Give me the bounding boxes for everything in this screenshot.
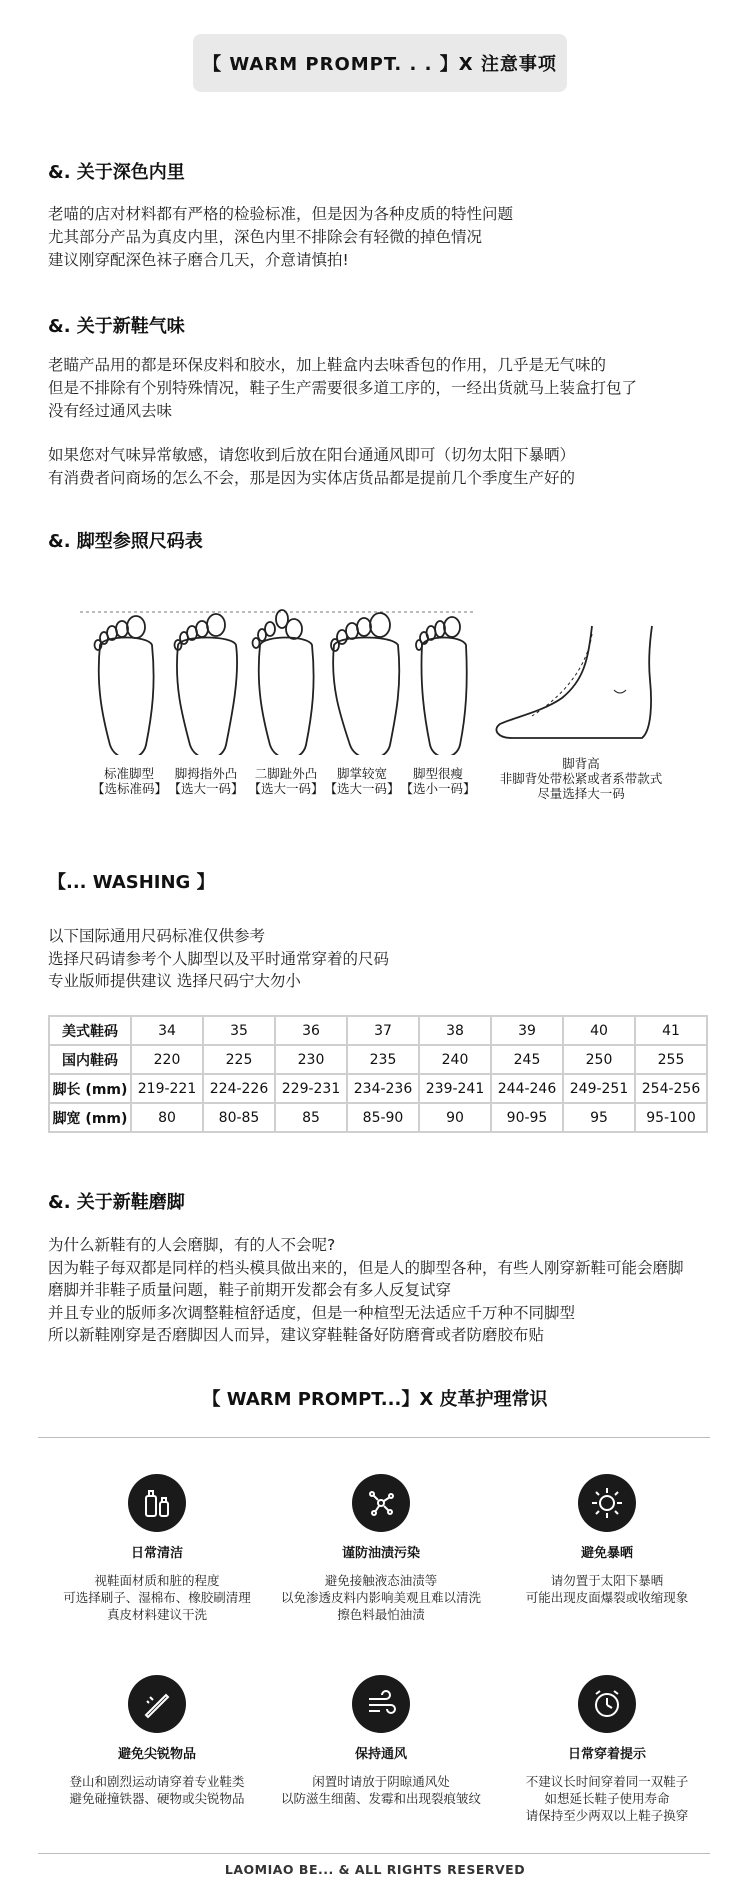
foot-standard-icon — [95, 616, 154, 755]
care-icon-cleaning — [128, 1474, 186, 1532]
table-cell: 230 — [275, 1045, 347, 1074]
table-cell: 249-251 — [563, 1074, 635, 1103]
section-title-dark-lining: &. 关于深色内里 — [48, 162, 185, 183]
table-row — [49, 1045, 707, 1074]
care-icon-clock — [578, 1675, 636, 1733]
care-icon-sun — [578, 1474, 636, 1532]
table-cell: 85 — [275, 1103, 347, 1132]
bottles-icon — [128, 1474, 186, 1532]
dark-lining-text — [48, 203, 513, 272]
care-icon-wind — [352, 1675, 410, 1733]
care-icon-sharp — [128, 1675, 186, 1733]
sun-icon — [578, 1474, 636, 1532]
warm-prompt-banner: 【 WARM PROMPT. . . 】X 注意事项 — [193, 34, 567, 92]
care-item-sun: 避免暴晒 请勿置于太阳下暴晒 可能出现皮面爆裂或收缩现象 — [507, 1545, 707, 1606]
text-line: 选择尺码请参考个人脚型以及平时通常穿着的尺码 — [48, 949, 390, 968]
table-cell: 36 — [275, 1016, 347, 1045]
foot-label-thin: 脚型很瘦 【选小一码】 — [400, 766, 476, 796]
table-cell: 37 — [347, 1016, 419, 1045]
care-title: 日常穿着提示 — [567, 1747, 646, 1762]
text-line: 以下国际通用尺码标准仅供参考 — [48, 927, 266, 945]
text-line: 有消费者问商场的怎么不会，那是因为实体店货品都是提前几个季度生产好的 — [48, 469, 576, 487]
knife-icon — [128, 1675, 186, 1733]
table-cell: 国内鞋码 — [49, 1045, 131, 1074]
table-cell: 40 — [563, 1016, 635, 1045]
text-line: 老瞄产品用的都是环保皮料和胶水，加上鞋盒内去味香包的作用，几乎是无气味的 — [48, 356, 607, 374]
smell-text-2 — [48, 444, 575, 490]
foot-label-second-toe: 二脚趾外凸 【选大一码】 — [248, 766, 324, 796]
text-line: 老喵的店对材料都有严格的检验标准，但是因为各种皮质的特性问题 — [48, 205, 514, 223]
table-cell: 220 — [131, 1045, 203, 1074]
table-cell: 239-241 — [419, 1074, 491, 1103]
text-line: 尤其部分产品为真皮内里，深色内里不排除会有轻微的掉色情况 — [48, 228, 483, 246]
care-item-wearing: 日常穿着提示 不建议长时间穿着同一双鞋子 如想延长鞋子使用寿命 请保持至少两双以上鞋子换穿 — [507, 1746, 707, 1824]
table-cell: 225 — [203, 1045, 275, 1074]
text-line: 但是不排除有个别特殊情况，鞋子生产需要很多道工序的，一经出货就马上装盒打包了 — [48, 379, 638, 397]
instep-foot-icon — [492, 620, 672, 750]
table-cell: 244-246 — [491, 1074, 563, 1103]
foot-types-illustration — [70, 595, 490, 755]
foot-thin-icon — [416, 617, 467, 755]
care-item-ventilation: 保持通风 闲置时请放于阴晾通风处 以防滋生细菌、发霉和出现裂痕皱纹 — [271, 1746, 491, 1807]
divider — [38, 1853, 710, 1854]
table-row — [49, 1016, 707, 1045]
section-title-foot-type: &. 脚型参照尺码表 — [48, 531, 203, 552]
care-title: 谨防油渍污染 — [341, 1546, 420, 1561]
size-table — [48, 1015, 708, 1133]
table-cell: 39 — [491, 1016, 563, 1045]
table-cell: 脚宽 (mm) — [49, 1103, 131, 1132]
table-cell: 234-236 — [347, 1074, 419, 1103]
care-item-cleaning: 日常清洁 视鞋面材质和脏的程度 可选择刷子、湿棉布、橡胶刷清理 真皮材料建议干洗 — [57, 1545, 257, 1623]
leather-care-heading: 【 WARM PROMPT...】X 皮革护理常识 — [202, 1389, 548, 1410]
care-title: 日常清洁 — [130, 1546, 183, 1561]
table-cell: 95-100 — [635, 1103, 707, 1132]
foot-label-wide: 脚掌较宽 【选大一码】 — [324, 766, 400, 796]
washing-title: 【... WASHING 】 — [48, 872, 215, 893]
text-line: 专业版师提供建议 选择尺码宁大勿小 — [48, 972, 301, 990]
table-cell: 254-256 — [635, 1074, 707, 1103]
foot-bunion-icon — [175, 614, 238, 755]
splash-icon — [352, 1474, 410, 1532]
text-line: 所以新鞋刚穿是否磨脚因人而异，建议穿鞋鞋备好防磨膏或者防磨胶布贴 — [48, 1326, 545, 1344]
table-cell: 219-221 — [131, 1074, 203, 1103]
text-line: 建议刚穿配深色袜子磨合几天，介意请慎拍! — [48, 251, 349, 269]
section-title-smell: &. 关于新鞋气味 — [48, 316, 185, 337]
foot-label-standard: 标准脚型 【选标准码】 — [92, 766, 168, 796]
text-line: 如果您对气味异常敏感，请您收到后放在阳台通通风即可（切勿太阳下暴晒） — [48, 446, 576, 464]
foot-label-instep: 脚背高 非脚背处带松紧或者系带款式 尽量选择大一码 — [499, 756, 663, 801]
foot-second-toe-icon — [253, 610, 314, 755]
table-cell: 224-226 — [203, 1074, 275, 1103]
table-row — [49, 1103, 707, 1132]
footer-copyright: LAOMIAO BE... & ALL RIGHTS RESERVED — [224, 1862, 526, 1877]
clock-icon — [578, 1675, 636, 1733]
table-cell: 41 — [635, 1016, 707, 1045]
text-line: 磨脚并非鞋子质量问题，鞋子前期开发都会有多人反复试穿 — [48, 1281, 452, 1299]
care-title: 保持通风 — [354, 1747, 407, 1762]
table-cell: 35 — [203, 1016, 275, 1045]
text-line: 因为鞋子每双都是同样的档头模具做出来的，但是人的脚型各种，有些人刚穿新鞋可能会磨脚 — [48, 1258, 684, 1277]
table-cell: 80 — [131, 1103, 203, 1132]
table-cell: 80-85 — [203, 1103, 275, 1132]
table-cell: 90 — [419, 1103, 491, 1132]
rubbing-text — [48, 1234, 684, 1347]
care-title: 避免尖锐物品 — [117, 1747, 196, 1762]
text-line: 为什么新鞋有的人会磨脚，有的人不会呢? — [48, 1236, 336, 1254]
table-cell: 245 — [491, 1045, 563, 1074]
text-line: 并且专业的版师多次调整鞋楦舒适度，但是一种楦型无法适应千万种不同脚型 — [48, 1303, 576, 1322]
care-item-sharp: 避免尖锐物品 登山和剧烈运动请穿着专业鞋类 避免碰撞铁器、硬物或尖锐物品 — [57, 1746, 257, 1807]
table-cell: 34 — [131, 1016, 203, 1045]
divider — [38, 1437, 710, 1438]
table-cell: 235 — [347, 1045, 419, 1074]
care-item-oil: 谨防油渍污染 避免接触液态油渍等 以免渗透皮料内影响美观且难以清洗 擦色料最怕油渍 — [271, 1545, 491, 1623]
table-cell: 美式鞋码 — [49, 1016, 131, 1045]
table-cell: 脚长 (mm) — [49, 1074, 131, 1103]
table-cell: 229-231 — [275, 1074, 347, 1103]
foot-label-bunion: 脚拇指外凸 【选大一码】 — [168, 766, 244, 796]
care-icon-oil-wrap — [352, 1474, 410, 1532]
table-cell: 90-95 — [491, 1103, 563, 1132]
table-cell: 250 — [563, 1045, 635, 1074]
table-cell: 95 — [563, 1103, 635, 1132]
section-title-rubbing: &. 关于新鞋磨脚 — [48, 1192, 185, 1213]
wind-icon — [352, 1675, 410, 1733]
smell-text — [48, 354, 637, 423]
table-cell: 255 — [635, 1045, 707, 1074]
table-row — [49, 1074, 707, 1103]
care-title: 避免暴晒 — [580, 1546, 633, 1561]
washing-text — [48, 925, 389, 993]
table-cell: 240 — [419, 1045, 491, 1074]
table-cell: 38 — [419, 1016, 491, 1045]
table-cell: 85-90 — [347, 1103, 419, 1132]
foot-wide-icon — [331, 613, 399, 755]
text-line: 没有经过通风去味 — [48, 402, 173, 420]
